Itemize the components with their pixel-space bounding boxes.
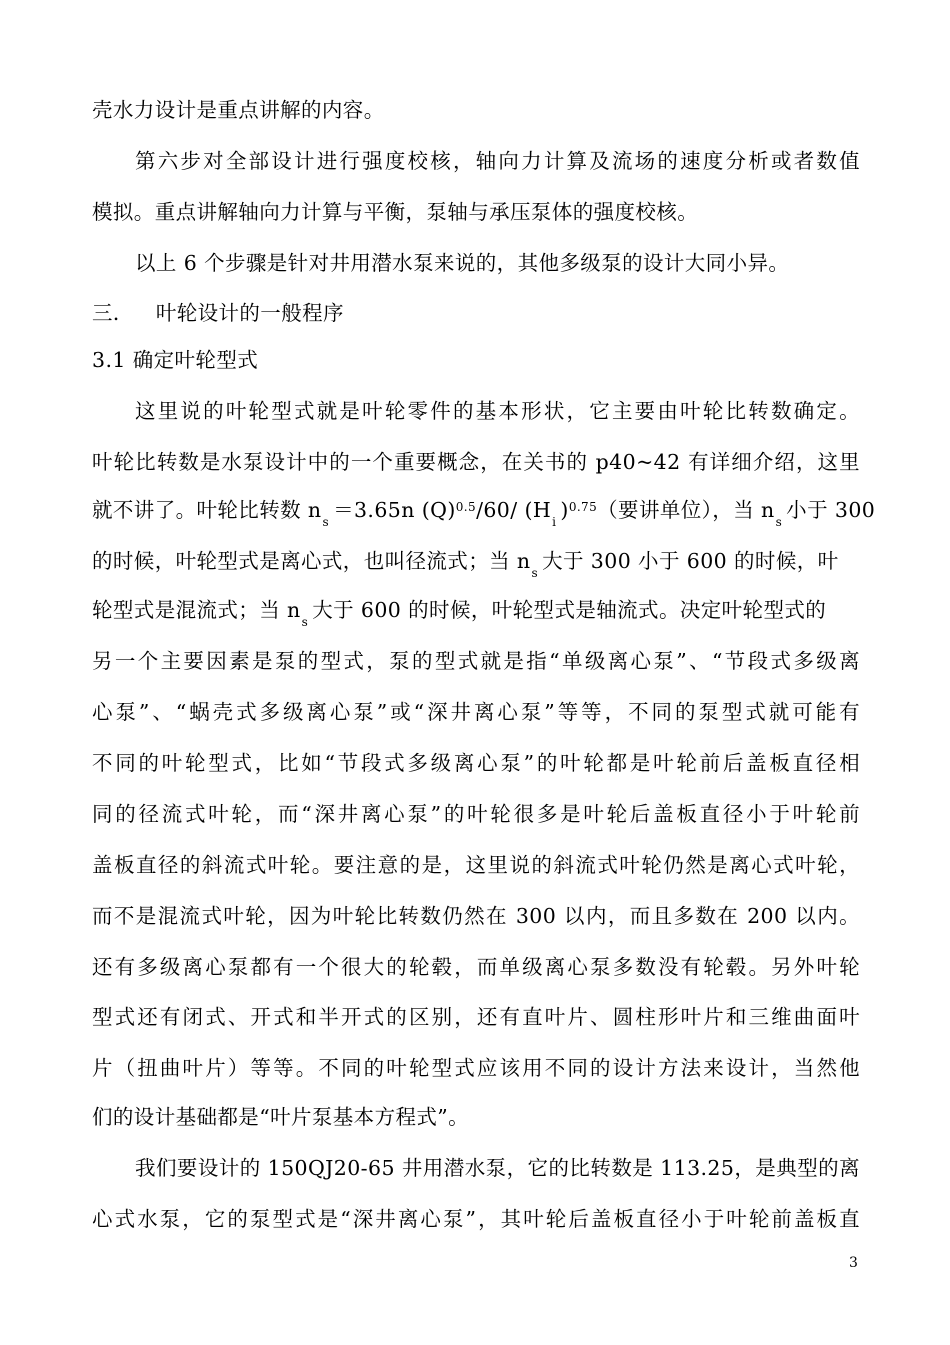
formula-text: 轮型式是混流式；当 n bbox=[92, 598, 301, 622]
paragraph-line: 叶轮比转数是水泵设计中的一个重要概念，在关书的 p40~42 有详细介绍，这里 bbox=[92, 450, 860, 474]
paragraph-line: 以上 6 个步骤是针对井用潜水泵来说的，其他多级泵的设计大同小异。 bbox=[135, 251, 790, 275]
section-heading bbox=[92, 299, 344, 327]
formula-text: （要讲单位），当 n bbox=[597, 498, 775, 522]
paragraph-line: 片（扭曲叶片）等等。不同的叶轮型式应该用不同的设计方法来设计，当然他 bbox=[92, 1056, 860, 1080]
formula-text: 小于 300 bbox=[786, 498, 876, 522]
paragraph-line: 们的设计基础都是“叶片泵基本方程式”。 bbox=[92, 1105, 470, 1129]
paragraph-line: 同的径流式叶轮，而“深井离心泵”的叶轮很多是叶轮后盖板直径小于叶轮前 bbox=[92, 802, 860, 826]
paragraph-line: 壳水力设计是重点讲解的内容。 bbox=[92, 98, 385, 122]
paragraph-line: 这里说的叶轮型式就是叶轮零件的基本形状，它主要由叶轮比转数确定。 bbox=[135, 399, 860, 423]
page-number: 3 bbox=[849, 1255, 858, 1271]
paragraph-line: 不同的叶轮型式，比如“节段式多级离心泵”的叶轮都是叶轮前后盖板直径相 bbox=[92, 751, 860, 775]
formula-text: ) bbox=[560, 498, 569, 522]
formula-line bbox=[92, 547, 839, 578]
formula-line bbox=[92, 496, 875, 527]
paragraph-line: 型式还有闭式、开式和半开式的区别，还有直叶片、圆柱形叶片和三维曲面叶 bbox=[92, 1005, 860, 1029]
formula-text: /60/ (H bbox=[476, 498, 552, 522]
paragraph-line: 另一个主要因素是泵的型式，泵的型式就是指“单级离心泵”、“节段式多级离 bbox=[92, 649, 860, 673]
subscript: s bbox=[301, 615, 309, 629]
formula-text: 大于 600 的时候，叶轮型式是轴流式。决定叶轮型式的 bbox=[312, 598, 827, 622]
paragraph-line: 而不是混流式叶轮，因为叶轮比转数仍然在 300 以内，而且多数在 200 以内。 bbox=[92, 904, 860, 928]
formula-text: ＝3.65n (Q) bbox=[333, 498, 456, 522]
section-title: 叶轮设计的一般程序 bbox=[155, 301, 344, 325]
formula-line bbox=[92, 596, 826, 627]
subsection-heading: 3.1 确定叶轮型式 bbox=[92, 348, 259, 372]
paragraph-line: 盖板直径的斜流式叶轮。要注意的是，这里说的斜流式叶轮仍然是离心式叶轮， bbox=[92, 853, 860, 877]
subscript: s bbox=[531, 566, 539, 580]
paragraph-line: 我们要设计的 150QJ20-65 井用潜水泵，它的比转数是 113.25，是典型的离 bbox=[135, 1156, 860, 1180]
subscript: s bbox=[322, 515, 330, 529]
formula-text: 就不讲了。叶轮比转数 n bbox=[92, 498, 322, 522]
paragraph-line: 还有多级离心泵都有一个很大的轮毂，而单级离心泵多数没有轮毂。另外叶轮 bbox=[92, 955, 860, 979]
paragraph-line: 心泵”、“蜗壳式多级离心泵”或“深井离心泵”等等，不同的泵型式就可能有 bbox=[92, 700, 860, 724]
subscript: s bbox=[775, 515, 783, 529]
paragraph-line: 心式水泵，它的泵型式是“深井离心泵”，其叶轮后盖板直径小于叶轮前盖板直 bbox=[92, 1207, 860, 1231]
formula-text: 大于 300 小于 600 的时候，叶 bbox=[542, 549, 839, 573]
section-number: 三． bbox=[92, 301, 134, 325]
superscript: 0.5 bbox=[455, 500, 477, 514]
paragraph-line: 模拟。重点讲解轴向力计算与平衡，泵轴与承压泵体的强度校核。 bbox=[92, 200, 699, 224]
subscript: i bbox=[552, 515, 557, 529]
superscript: 0.75 bbox=[568, 500, 598, 514]
paragraph-line: 第六步对全部设计进行强度校核，轴向力计算及流场的速度分析或者数值 bbox=[135, 149, 860, 173]
formula-text: 的时候，叶轮型式是离心式，也叫径流式；当 n bbox=[92, 549, 531, 573]
